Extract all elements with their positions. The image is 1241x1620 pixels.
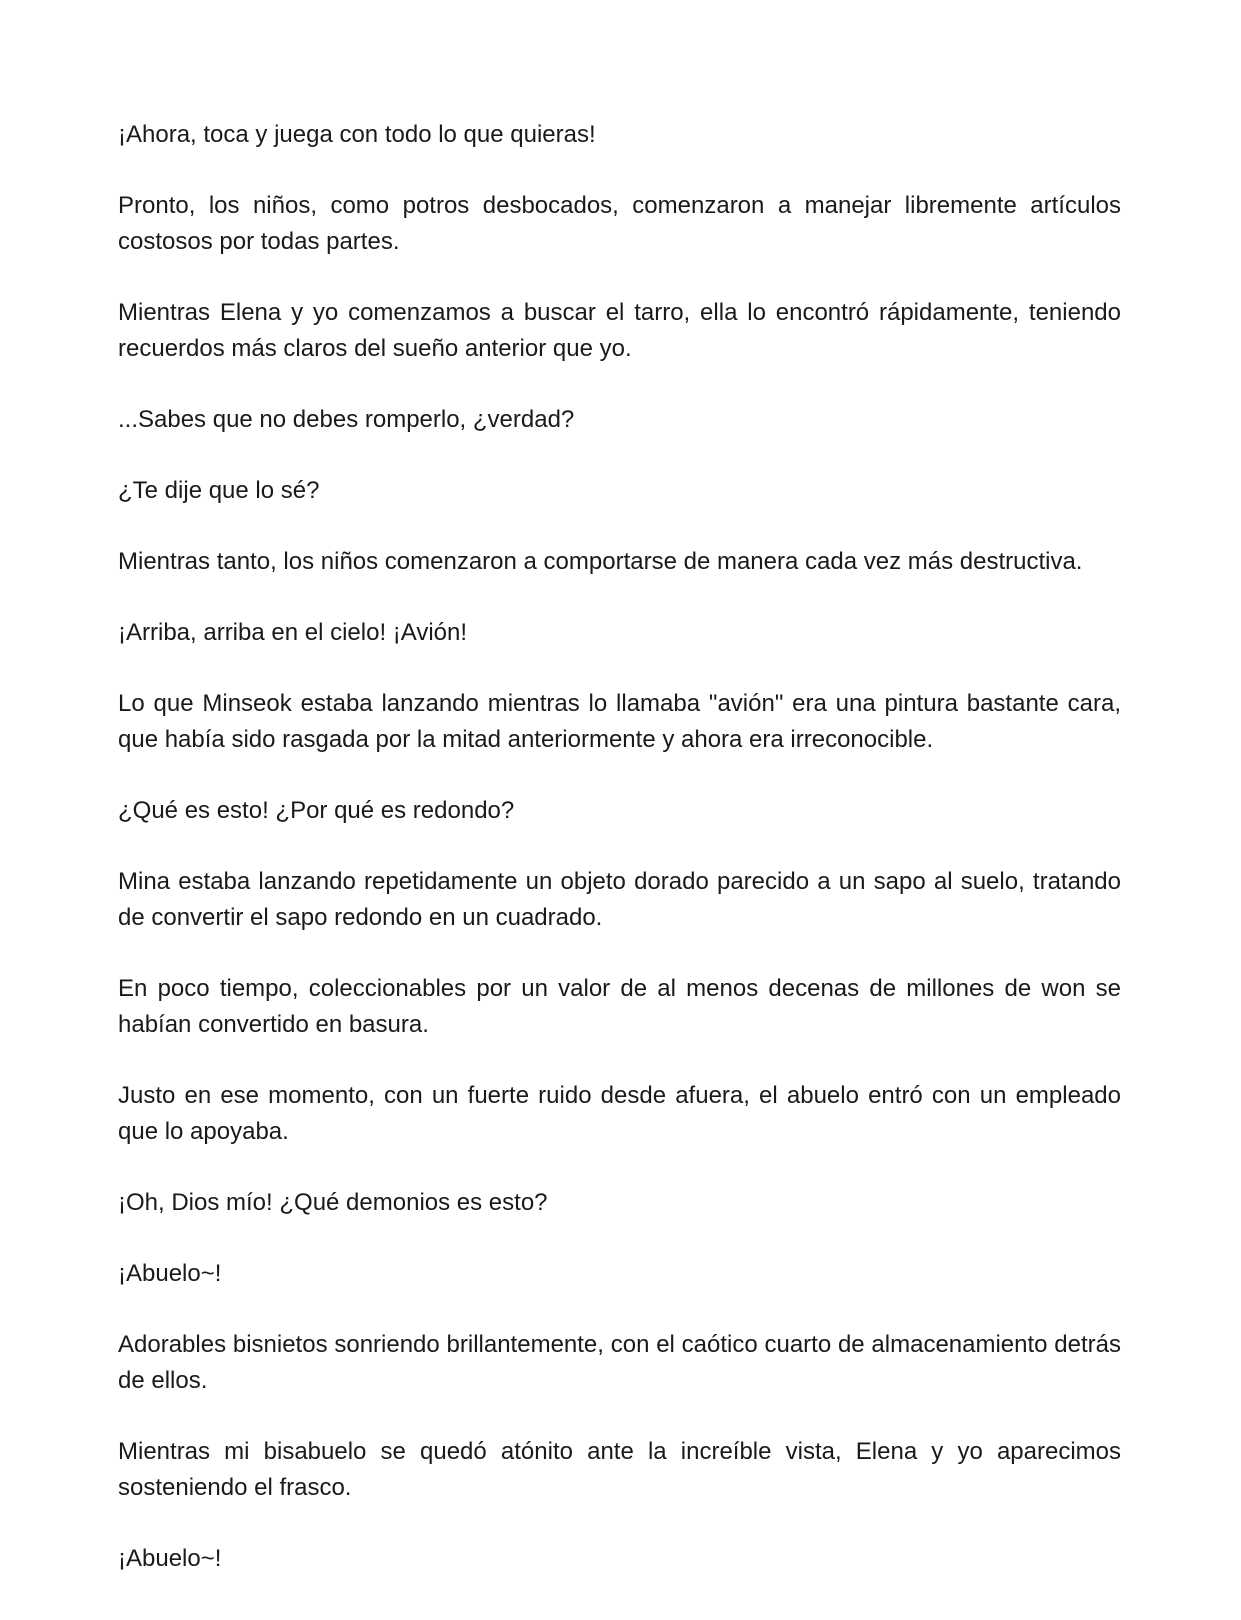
paragraph: Mientras tanto, los niños comenzaron a comportarse de manera cada vez más destructiva. (118, 548, 1083, 575)
paragraph: Justo en ese momento, con un fuerte ruido desde afuera, el abuelo entró con un empleado que lo apoyaba. (118, 1082, 1121, 1145)
paragraph: Mientras Elena y yo comenzamos a buscar el tarro, ella lo encontró rápidamente, teniendo recuerdos más claros del sueño anterior que yo. (118, 299, 1121, 362)
paragraph: Mina estaba lanzando repetidamente un objeto dorado parecido a un sapo al suelo, tratando de convertir el sapo redondo en un cuadrado. (118, 868, 1121, 931)
paragraph: ¡Oh, Dios mío! ¿Qué demonios es esto? (118, 1189, 548, 1216)
document-body (118, 117, 1121, 1577)
paragraph: ...Sabes que no debes romperlo, ¿verdad? (118, 406, 575, 433)
paragraph: ¡Abuelo~! (118, 1545, 222, 1572)
paragraph: ¿Te dije que lo sé? (118, 477, 320, 504)
paragraph: Lo que Minseok estaba lanzando mientras lo llamaba "avión" era una pintura bastante cara, que había sido rasgada por la mitad anteriormente y ahora era irreconocible. (118, 690, 1121, 753)
paragraph: ¡Ahora, toca y juega con todo lo que quieras! (118, 121, 596, 148)
paragraph: Pronto, los niños, como potros desbocados, comenzaron a manejar libremente artículos costosos por todas partes. (118, 192, 1121, 255)
paragraph: En poco tiempo, coleccionables por un valor de al menos decenas de millones de won se habían convertido en basura. (118, 975, 1121, 1038)
paragraph: Mientras mi bisabuelo se quedó atónito ante la increíble vista, Elena y yo aparecimos sosteniendo el frasco. (118, 1438, 1121, 1501)
paragraph: ¡Abuelo~! (118, 1260, 222, 1287)
paragraph: Adorables bisnietos sonriendo brillantemente, con el caótico cuarto de almacenamiento detrás de ellos. (118, 1331, 1121, 1394)
paragraph: ¡Arriba, arriba en el cielo! ¡Avión! (118, 619, 468, 646)
paragraph: ¿Qué es esto! ¿Por qué es redondo? (118, 797, 515, 824)
